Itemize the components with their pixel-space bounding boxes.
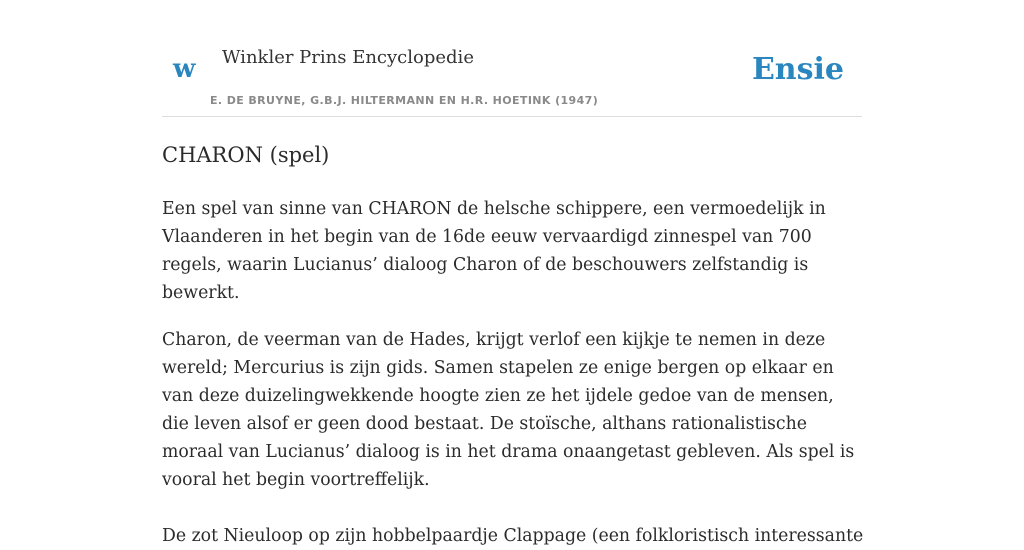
article-content bbox=[162, 139, 862, 550]
article-paragraph: Een spel van sinne van CHARON de helsche schippere, een vermoedelijk in Vlaanderen in het begin van de 16de eeuw vervaardigd zinnespel van 700 regels, waarin Lucianus’ dialoog Charon of de beschouwers zelfstandig is bewerkt. bbox=[162, 199, 826, 303]
article-paragraph: De zot Nieuloop op zijn hobbelpaardje Clappage (een folkloristisch interessante bbox=[162, 526, 864, 546]
publication-title[interactable]: Winkler Prins Encyclopedie bbox=[222, 47, 474, 68]
publication-authors: E. DE BRUYNE, G.B.J. HILTERMANN EN H.R. HOETINK (1947) bbox=[210, 94, 599, 107]
site-header bbox=[162, 40, 862, 117]
article-paragraph: Charon, de veerman van de Hades, krijgt verlof een kijkje te nemen in deze wereld; Mercurius is zijn gids. Samen stapelen ze enige bergen op elkaar en van deze duizelingwekkende hoogte zien ze het ijdele gedoe van de mensen, die leven alsof er geen dood bestaat. De stoïsche, althans rationalistische moraal van Lucianus’ dialoog is in het drama onaangetast gebleven. Als spel is vooral het begin voortreffelijk. bbox=[162, 330, 855, 490]
article-title: CHARON (spel) bbox=[162, 143, 330, 167]
publication-logo[interactable]: w bbox=[173, 54, 196, 84]
brand-logo[interactable]: Ensie bbox=[751, 52, 844, 87]
